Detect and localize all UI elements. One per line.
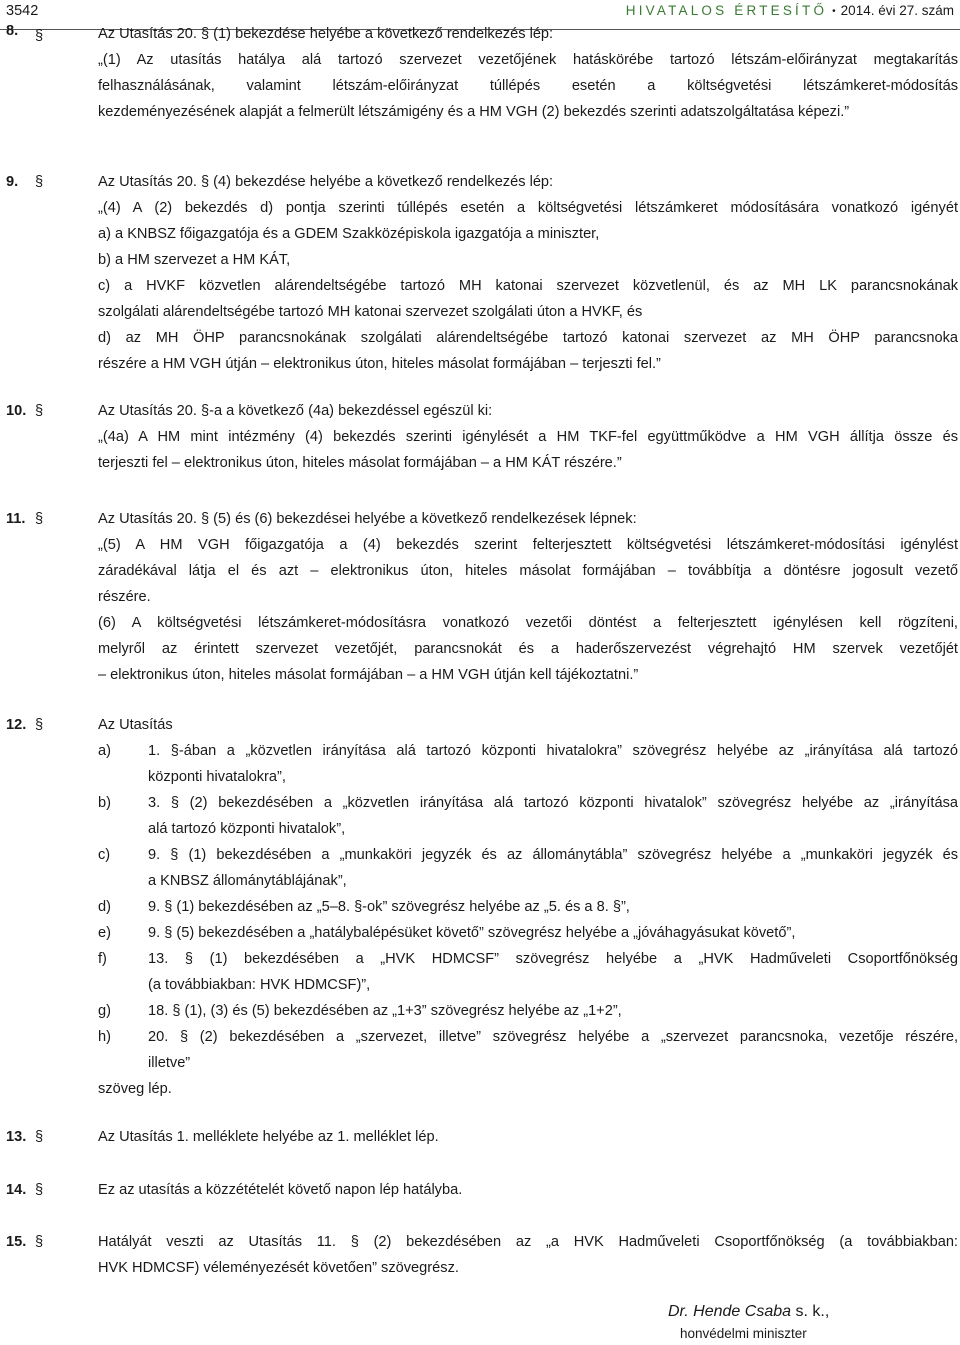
item-line: 3. § (2) bekezdésében a „közvetlen irányítása alá tartozó központi hivatalok” szövegrész helyébe az „irányítása	[148, 795, 958, 811]
section-outro: szöveg lép.	[98, 1081, 172, 1097]
section-line: – elektronikus úton, hiteles másolat formájában – a HM VGH útján kell tájékoztatni.”	[98, 667, 639, 683]
section-line: HVK HDMCSF) véleményezését követően” szövegrész.	[98, 1260, 459, 1276]
section-line: Hatályát veszti az Utasítás 11. § (2) bekezdésében az „a HVK Hadműveleti Csoportfőnökség (a továbbiakban:	[98, 1234, 958, 1250]
section-body	[98, 1177, 958, 1203]
section-line: terjeszti fel – elektronikus úton, hiteles másolat formájában – a HM KÁT részére.”	[98, 455, 622, 471]
item-line: a KNBSZ állománytáblájának”,	[148, 873, 347, 889]
item-line: alá tartozó központi hivatalok”,	[148, 821, 346, 837]
signatory-title: honvédelmi miniszter	[680, 1326, 807, 1341]
section-body	[98, 1124, 958, 1150]
item-line: 1. §-ában a „közvetlen irányítása alá tartozó központi hivatalokra” szövegrész helyébe az „irányítása alá tartozó	[148, 743, 958, 759]
section-line: Ez az utasítás a közzétételét követő napon lép hatályba.	[98, 1182, 463, 1198]
item-letter: a)	[98, 743, 111, 759]
list-item	[98, 998, 958, 1024]
paragraph-sign: §	[35, 1129, 44, 1145]
item-line: illetve”	[148, 1055, 191, 1071]
item-letter: b)	[98, 795, 111, 811]
section-line: részére a HM VGH útján – elektronikus úton, hiteles másolat formájában – terjeszti fel.”	[98, 356, 661, 372]
section-line: kezdeményezésének alapját a felmerült létszámigény és a HM VGH (2) bekezdés szerinti adatszolgáltatása képezi.”	[98, 104, 850, 120]
section-line: felhasználásának, valamint létszám-előirányzat túllépés esetén a költségvetési létszámkeret-módosítás	[98, 78, 958, 94]
section-line: „(1) Az utasítás hatálya alá tartozó szervezet vezetőjének hatáskörébe tartozó létszám-előirányzat megtakarítás	[98, 52, 958, 68]
item-line: 9. § (1) bekezdésében a „munkaköri jegyzék és az állománytábla” szövegrész helyébe a „munkaköri jegyzék és	[148, 847, 958, 863]
section-intro: Az Utasítás	[98, 717, 173, 733]
list-item	[98, 1024, 958, 1076]
item-line: 9. § (5) bekezdésében a „hatálybalépésüket követő” szövegrész helyébe a „jóváhagyásukat követő”,	[148, 925, 796, 941]
list-item	[98, 946, 958, 998]
section-line: Az Utasítás 20. § (5) és (6) bekezdései helyébe a következő rendelkezések lépnek:	[98, 511, 637, 527]
section-line: Az Utasítás 20. §-a a következő (4a) bekezdéssel egészül ki:	[98, 403, 493, 419]
signatory-name	[668, 1303, 829, 1321]
section-number: 14.	[6, 1182, 27, 1198]
list-item	[98, 738, 958, 790]
item-line: (a továbbiakban: HVK HDMCSF)”,	[148, 977, 371, 993]
section-line: Az Utasítás 20. § (4) bekezdése helyébe a következő rendelkezés lép:	[98, 174, 554, 190]
paragraph-sign: §	[35, 1234, 44, 1250]
list-item	[98, 920, 958, 946]
item-line: 13. § (1) bekezdésében a „HVK HDMCSF” szövegrész helyébe a „HVK Hadműveleti Csoportfőnökség	[148, 951, 958, 967]
item-line: központi hivatalokra”,	[148, 769, 286, 785]
list-item	[98, 894, 958, 920]
section-line: melyről az érintett szervezet vezetőjét, parancsnokát és a haderőszervezést végrehajtó HM szervek vezetőjét	[98, 641, 958, 657]
section-line: szolgálati alárendeltségébe tartozó MH katonai szervezet szolgálati úton a HVKF, és	[98, 304, 643, 320]
section-line: b) a HM szervezet a HM KÁT,	[98, 252, 291, 268]
item-line: 20. § (2) bekezdésében a „szervezet, illetve” szövegrész helyébe a „szervezet parancsnoka, vezetője részére,	[148, 1029, 958, 1045]
paragraph-sign: §	[35, 1182, 44, 1198]
section-line: „(5) A HM VGH főigazgatója a (4) bekezdés szerint felterjesztett költségvetési létszámkeret-módosítási igénylést	[98, 537, 958, 553]
section-line: a) a KNBSZ főigazgatója és a GDEM Szakközépiskola igazgatója a miniszter,	[98, 226, 600, 242]
journal-heading	[626, 3, 954, 18]
paragraph-sign: §	[35, 717, 44, 733]
section-body	[98, 21, 958, 125]
page-number: 3542	[6, 3, 39, 19]
paragraph-sign: §	[35, 511, 44, 527]
item-letter: h)	[98, 1029, 111, 1045]
section-line: részére.	[98, 589, 151, 605]
section-number: 9.	[6, 174, 19, 190]
list-item	[98, 790, 958, 842]
journal-title: HIVATALOS ÉRTESÍTŐ	[625, 3, 828, 18]
section-line: c) a HVKF közvetlen alárendeltségébe tartozó MH katonai szervezet közvetlenül, és az MH LK parancsnokának	[98, 278, 958, 294]
section-body	[98, 398, 958, 476]
signatory-name-text: Dr. Hende Csaba	[668, 1303, 792, 1320]
section-line: „(4a) A HM mint intézmény (4) bekezdés szerinti igénylését a HM TKF-fel együttműködve a HM VGH állítja össze és	[98, 429, 958, 445]
section-body	[98, 1229, 958, 1281]
list-item	[98, 842, 958, 894]
section-line: (6) A költségvetési létszámkeret-módosításra vonatkozó vezetői döntést a felterjesztett igénylésen kell rögzíteni,	[98, 615, 958, 631]
item-letter: c)	[98, 847, 111, 863]
paragraph-sign: §	[35, 403, 44, 419]
section-number: 11.	[6, 511, 26, 527]
section-body	[98, 506, 958, 688]
section-line: záradékával látja el és azt – elektronikus úton, hiteles másolat formájában – továbbítja a döntésre jogosult vezető	[98, 563, 958, 579]
section-number: 8.	[6, 23, 19, 39]
paragraph-sign: §	[35, 174, 44, 190]
item-letter: f)	[98, 951, 107, 967]
section-number: 12.	[6, 717, 27, 733]
section-number: 13.	[6, 1129, 27, 1145]
section-line: d) az MH ÖHP parancsnokának szolgálati alárendeltségébe tartozó katonai szervezet az MH ÖHP parancsnoka	[98, 330, 958, 346]
item-letter: d)	[98, 899, 111, 915]
item-line: 18. § (1), (3) és (5) bekezdésében az „1+3” szövegrész helyébe az „1+2”,	[148, 1003, 622, 1019]
section-line: „(4) A (2) bekezdés d) pontja szerinti túllépés esetén a költségvetési létszámkeret módosítására vonatkozó igényét	[98, 200, 958, 216]
section-line: Az Utasítás 1. melléklete helyébe az 1. melléklet lép.	[98, 1129, 439, 1145]
section-number: 10.	[6, 403, 27, 419]
signatory-suffix: s. k.,	[791, 1303, 830, 1320]
issue-label: 2014. évi 27. szám	[840, 3, 954, 18]
item-letter: e)	[98, 925, 111, 941]
item-line: 9. § (1) bekezdésében az „5–8. §-ok” szövegrész helyébe az „5. és a 8. §”,	[148, 899, 630, 915]
section-number: 15.	[6, 1234, 27, 1250]
section-line: Az Utasítás 20. § (1) bekezdése helyébe a következő rendelkezés lép:	[98, 26, 554, 42]
separator-dot: •	[832, 6, 836, 17]
section-body	[98, 712, 958, 1102]
item-letter: g)	[98, 1003, 111, 1019]
section-body	[98, 169, 958, 377]
paragraph-sign: §	[35, 28, 44, 44]
